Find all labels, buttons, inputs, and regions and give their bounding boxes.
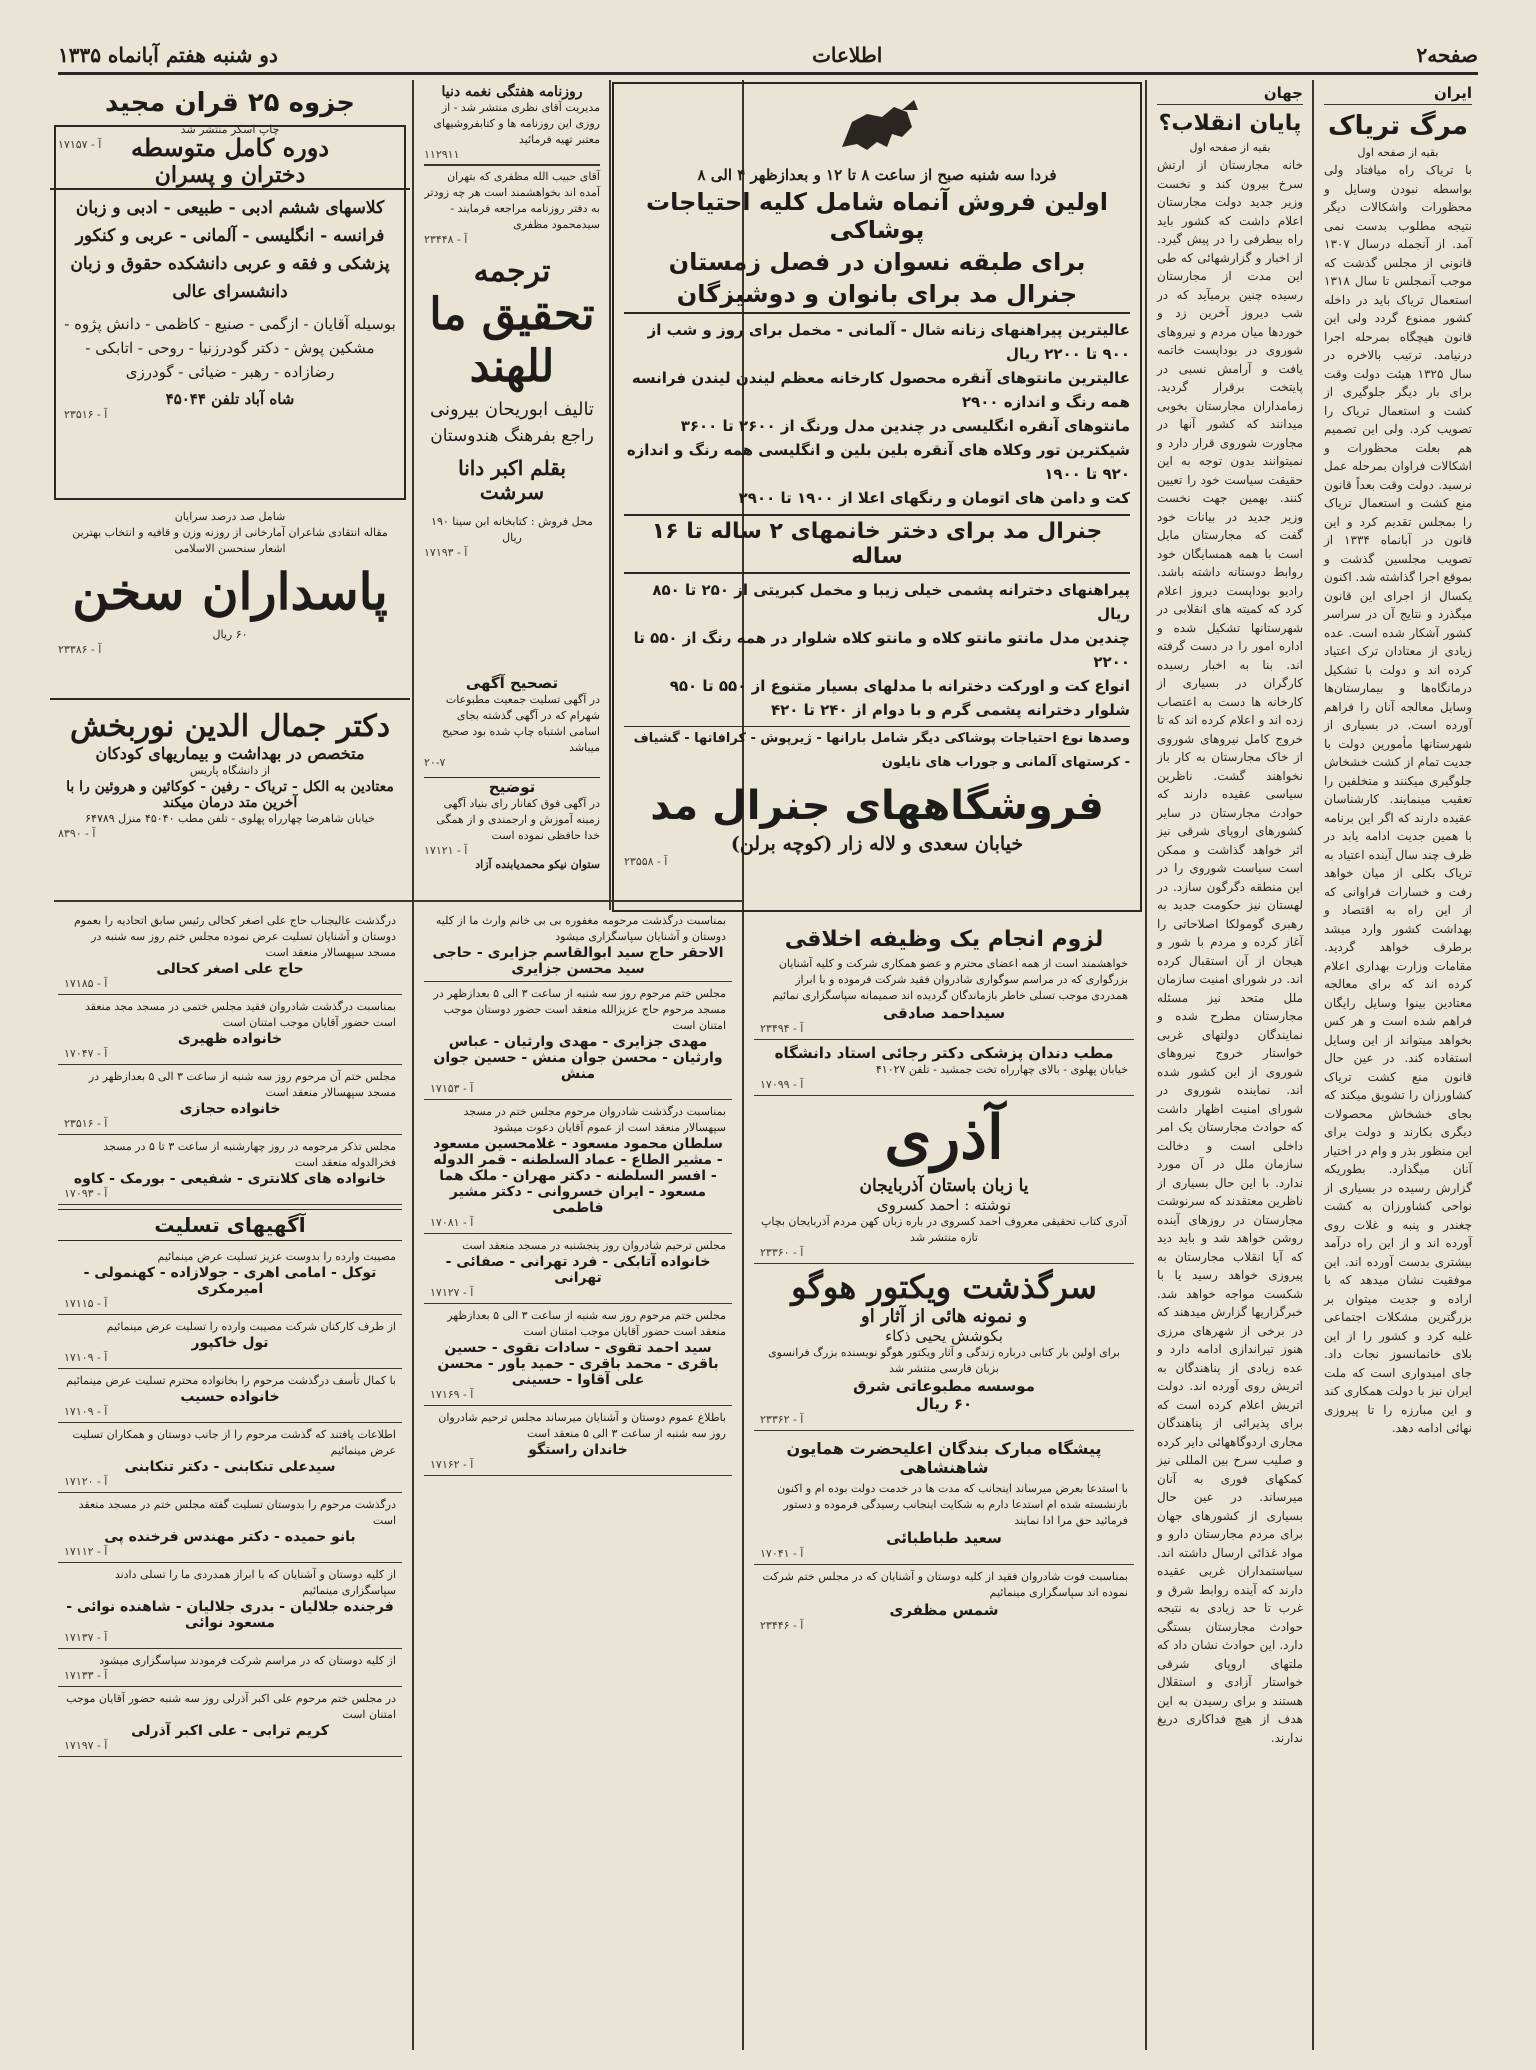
notice-ref: آ - ۱۷۱۳۳	[64, 1669, 108, 1682]
ad-sub: یا زبان باستان آذربایجان	[859, 1176, 1029, 1196]
ad-item: کت و دامن های اتومان و رنگهای اعلا از ۱۹۰۰ تا ۲۹۰۰	[738, 489, 1130, 507]
ad-title: پیشگاه مبارک بندگان اعلیحضرت همایون شاهنشاهی	[786, 1439, 1102, 1477]
notice-ref: آ - ۱۷۱۵۳	[430, 1082, 474, 1095]
ad-weekly	[416, 80, 608, 250]
book-place: محل فروش : کتابخانه ابن سینا ۱۹۰ ریال	[431, 515, 593, 544]
ad-school	[54, 125, 406, 500]
notice-body: از طرف کارکنان شرکت مصیبت وارده را تسلیت عرض مینمائیم	[106, 1320, 396, 1333]
book-translator: بقلم اکبر دانا سرشت	[458, 456, 566, 504]
doctor-school: از دانشگاه پاریس	[189, 764, 271, 777]
ad-body: خواهشمند است از همه اعضای محترم و عضو همکاری شرکت و کلیه آشنایان بزرگواری که در مراسم سوگواری شادروان فقید شرکت فرموده و با ابراز همدردی موجب تسلی خاطر بازماندگان گردیده اند صمیمانه سپاسگزاری نمائیم	[772, 957, 1128, 1002]
ad-royal-petition	[754, 1431, 1134, 1565]
section-label: ایران	[1324, 84, 1472, 105]
store-address: خیابان سعدی و لاله زار (کوچه برلن)	[730, 833, 1024, 855]
byline: بقیه از صفحه اول	[1189, 141, 1271, 154]
ad-title-small: ترجمه	[473, 254, 551, 289]
ad-item: عالیترین پیراهنهای زنانه شال - آلمانی - مخمل برای روز و شب از ۹۰۰ تا ۲۲۰۰ ریال	[647, 321, 1130, 363]
notice-signature: خاندان راستگو	[528, 1442, 628, 1458]
ad-price: ۶۰ ریال	[915, 1395, 973, 1413]
notice-ref: آ - ۲۳۵۱۶	[64, 1117, 108, 1130]
notice-signature: خانواده ظهیری	[177, 1031, 283, 1047]
column-iran	[1316, 80, 1480, 2050]
ad-item: پیراهنهای دخترانه پشمی خیلی زیبا و مخمل کبریتی از ۲۵۰ تا ۸۵۰ ریال	[652, 581, 1130, 623]
notice-ref: آ - ۱۷۱۶۲	[430, 1458, 474, 1471]
condolence-notice	[58, 1563, 402, 1649]
ad-ref: آ - ۸۳۹۰	[58, 827, 96, 840]
ads-column-center	[746, 915, 1142, 2045]
ad-doctor	[50, 705, 410, 895]
ad-publisher: موسسه مطبوعاتی شرق	[853, 1377, 1035, 1395]
condolence-notice	[58, 1315, 402, 1369]
condolence-notice	[424, 909, 732, 982]
store-name: فروشگاههای جنرال مد	[650, 783, 1104, 829]
section-label: جهان	[1157, 84, 1303, 105]
notice-body: مجلس ترحیم شادروان روز پنجشنبه در مسجد منعقد است	[462, 1239, 726, 1252]
notice-ref: آ - ۱۷۱۶۹	[430, 1388, 474, 1401]
condolence-notice	[58, 1065, 402, 1135]
notice-body: باطلاع عموم دوستان و آشنایان میرساند مجلس ترحیم شادروان روز سه شنبه از ساعت ۳ الی ۵ منعقد است	[438, 1411, 726, 1440]
ad-dentist	[754, 1040, 1134, 1096]
notice-signature: مهدی جزایری - مهدی وارثیان - عباس وارثیان - محسن جوان منش - حسین جوان منش	[433, 1034, 723, 1082]
ad-body: برای اولین بار کتابی درباره زندگی و آثار ویکتور هوگو نویسنده بزرگ فرانسوی بزبان فارسی منتشر شد	[768, 1346, 1120, 1375]
notice-signature: توکل - امامی اهری - جولازاده - کهنمولی - امیرمکری	[83, 1265, 377, 1297]
condolence-notice	[58, 1649, 402, 1687]
notice-signature: خانواده های کلانتری - شفیعی - بورمک - کاوه	[73, 1171, 387, 1187]
ad-title: سرگذشت ویکتور هوگو	[791, 1268, 1097, 1306]
notice-body: مجلس ختم آن مرحوم روز سه شنبه از ساعت ۳ الی ۵ بعدازظهر در مسجد سپهسالار منعقد است	[88, 1070, 396, 1099]
notice-signature: خانواده حسیب	[180, 1389, 280, 1405]
notice-signature: الاحقر حاج سید ابوالقاسم جزایری - حاجی سید محسن جزایری	[432, 945, 724, 977]
ad-ref: ۲۰-۷	[424, 756, 446, 769]
notice-signature: تول خاکپور	[191, 1335, 269, 1351]
ad-item: چندین مدل مانتو مانتو کلاه و مانتو کلاه شلوار در همه رنگ از ۵۵۰ تا ۲۲۰۰	[633, 629, 1130, 671]
notice-signature: سیدعلی تنکابنی - دکتر تنکابنی	[124, 1459, 336, 1475]
ad-lead: شامل صد درصد سرایان	[174, 510, 286, 523]
ad-signature: ستوان نیکو محمدیابنده آزاد	[475, 858, 600, 871]
ad-shams	[754, 1565, 1134, 1636]
ad-hugo	[754, 1264, 1134, 1431]
ad-signature: سیداحمد صادقی	[882, 1004, 1006, 1022]
ad-sub: چاپ اسکر منتشر شد	[180, 123, 280, 136]
sale-intro: فردا سه شنبه صبح از ساعت ۸ تا ۱۲ و بعدازظهر ۴ الی ۸	[697, 166, 1057, 184]
notice-body: درگذشت عالیجناب حاج علی اصغر کحالی رئیس سابق اتحادیه را بعموم دوستان و آشنایان تسلیت عرض نموده مجلس ختم روز سه شنبه در مسجد سپهسالار منعقد است	[73, 914, 396, 959]
ad-ref: آ - ۱۷۰۹۹	[760, 1078, 804, 1091]
condolence-notice	[424, 1406, 732, 1476]
notice-ref: آ - ۱۷۱۰۹	[64, 1351, 108, 1364]
headline: مرگ تریاک	[1327, 111, 1469, 141]
article-body: خانه مجارستان از ارتش سرخ بیرون کند و نخست وزیر جدید دولت مجارستان اعلام داشت که کشور باید راه بیطرفی را در پیش گیرد. از اخبار و گزارشهائی که طی این مدت از مجارستان رسیده چنین برمیآید که در شب دیروز آخرین زد و خوردها میان مردم و نیروهای شوروی در بوداپست خاتمه یافت و آرامش نسبی در پایتخت برقرار گردید. زمامداران مجارستان بخوبی میدانند که کشور آنها در مجاورت شوروی قرار دارد و نمیتوانند بدون توجه به این حقیقت سیاست خود را تعیین کنند. بهمین جهت نخست وزیر جدید در بیانات خود گفت که مجارستان مایل است با همه همسایگان خود روابط دوستانه داشته باشد. رادیو بوداپست دیروز اعلام کرد که کمیته های انقلابی در شهرستانها تشکیل شده و اداره امور را در دست گرفته اند. بنا به اخبار رسیده کارگران در بسیاری از کارخانه ها دست به اعتصاب زده اند و اعلام کرده اند که تا خروج کامل نیروهای شوروی از خاک مجارستان به کار باز نخواهند گشت. ناظرین سیاسی عقیده دارند که حوادث مجارستان در سایر کشورهای اروپای شرقی نیز اثر خواهد گذاشت و ممکن است سیاست شوروی را در این منطقه دگرگون سازد. در لهستان نیز حکومت جدید به رهبری گومولکا اصلاحاتی را آغاز کرده و مردم با شور و هیجان از آن استقبال کرده اند. در شورای امنیت سازمان ملل متحد نیز مسئله مجارستان مطرح شده و نمایندگان دولتهای غربی خواستار خروج نیروهای شوروی از این کشور شده اند. نماینده شوروی در شورای امنیت اظهار داشت که حوادث مجارستان یک امر داخلی است و دخالت سازمان ملل در آن مورد ندارد. با این حال بسیاری از ناظرین معتقدند که سرنوشت مجارستان در روزهای آینده روشن خواهد شد و باید دید که آیا انقلاب مجارستان به پیروزی خواهد رسید یا با شکست مواجه خواهد شد. خبرگزاریها گزارش میدهند که در برخی از شهرهای مرزی هنوز تیراندازی ادامه دارد و عده زیادی از پناهندگان به اتریش روی آورده اند. دولت اتریش اعلام کرده است که برای پذیرائی از پناهندگان مجاری اردوگاههائی دایر کرده و صلیب سرخ بین المللی نیز کمکهای فوری به آنان میرساند. در عین حال بسیاری از کشورهای جهان برای مردم مجارستان دارو و مواد غذائی ارسال داشته اند. سیاستمداران غربی عقیده دارند که آینده روابط شرق و غرب تا حد زیادی به نتیجه حوادث مجارستان بستگی دارد. این حوادث نشان داد که ملتهای اروپای شرقی خواستار آزادی و استقلال هستند و برای رسیدن به این هدف از هیچ فداکاری دریغ ندارند.	[1157, 158, 1303, 1745]
notice-body: مجلس تذکر مرحومه در روز چهارشنبه از ساعت ۳ تا ۵ در مسجد فخرالدوله منعقد است	[103, 1140, 396, 1169]
ad-body: در آگهی فوق کفانار رای بنیاد آگهی زمینه آموزش و ارجمندی و از همگی خدا حافظی نموده است	[436, 797, 600, 842]
notice-body: مصیبت وارده را بدوست عزیز تسلیت عرض مینمائیم	[157, 1250, 396, 1263]
lion-logo-icon	[624, 92, 1130, 166]
ad-ref: ۱۱۲۹۱۱	[424, 148, 460, 161]
ad-title: جزوه ۲۵ قران مجید	[104, 88, 356, 118]
notice-ref: آ - ۱۷۰۴۷	[64, 1047, 108, 1060]
ad-item: عالیترین مانتوهای آنقره محصول کارخانه معظم لیندن لیندن فرانسه همه رنگ و اندازه ۲۹۰۰	[631, 369, 1130, 411]
ad-ref: آ - ۱۷۰۴۱	[760, 1547, 804, 1560]
condolence-notice	[424, 982, 732, 1100]
condolence-notice	[58, 1423, 402, 1493]
notice-signature: بانو حمیده - دکتر مهندس فرخنده پی	[104, 1529, 356, 1545]
school-sub: دختران و پسران	[154, 162, 306, 188]
ad-title: مطب دندان پزشکی دکتر رجائی استاد دانشگاه	[774, 1044, 1114, 1062]
school-title: دوره کامل متوسطه	[130, 133, 330, 162]
notice-signature: خانواده آتابکی - فرد تهرانی - صفائی - تهرانی	[445, 1254, 711, 1286]
notice-body: بمناسبت درگذشت شادروان مرحوم مجلس ختم در مسجد سپهسالار منعقد است از عموم آقایان دعوت میشود	[463, 1105, 726, 1134]
notice-ref: آ - ۱۷۱۰۹	[64, 1405, 108, 1418]
ad-ref: آ - ۱۷۱۲۱	[424, 844, 468, 857]
ad-body: آذری کتاب تحقیقی معروف احمد کسروی در باره زبان کهن مردم آذربایجان بچاپ تازه منتشر شد	[761, 1215, 1127, 1244]
ad-price: ۶۰ ریال	[212, 628, 248, 641]
book-author: تالیف ابوریحان بیرونی	[430, 399, 594, 420]
classified-body: آقای حبیب الله مظفری که بتهران آمده اند بخواهشمند است هر چه زودتر به دفتر روزنامه مراجعه فرمایند - سیدمحمود مظفری	[424, 170, 600, 231]
ad-headline: جنرال مد برای دختر خانمهای ۲ ساله تا ۱۶ ساله	[624, 514, 1130, 574]
ad-azari	[754, 1096, 1134, 1264]
condolence-notice	[424, 1304, 732, 1406]
ad-title: آذری	[884, 1103, 1004, 1173]
condolence-notice	[58, 1493, 402, 1563]
ad-ref: آ - ۲۳۳۶۲	[760, 1413, 804, 1426]
condolence-notice	[58, 995, 402, 1065]
ad-body: در آگهی تسلیت جمعیت مطبوعات شهرام که در آگهی گذشته بجای اسامی اشتباه چاپ شده بود صحیح میباشد	[442, 693, 600, 754]
condolences-column-mid	[416, 905, 740, 2045]
school-address: شاه آباد تلفن ۴۵۰۴۴	[165, 390, 295, 408]
ad-title: روزنامه هفتگی نغمه دنیا	[441, 84, 583, 100]
notice-signature: حاج علی اصغر کحالی	[156, 961, 304, 977]
notice-ref: آ - ۱۷۱۲۷	[430, 1286, 474, 1299]
ad-title: لزوم انجام یک وظیفه اخلاقی	[784, 927, 1104, 952]
ad-footer-line: وصدها نوع احتیاجات پوشاکی دیگر شامل بارانها - ژیرپوش - کرافاتها - گشیاف - کرستهای آلمانی و جوراب های نایلون	[624, 726, 1130, 775]
condolence-notice	[58, 1135, 402, 1205]
notice-body: مجلس ختم مرحوم روز سه شنبه از ساعت ۳ الی ۵ بعدازظهر در مسجد مرحوم حاج عزیزالله منعقد است حضور دوستان موجب امتنان است	[433, 987, 726, 1032]
notice-body: مجلس ختم مرحوم روز سه شنبه از ساعت ۳ الی ۵ بعدازظهر منعقد است حضور آقایان موجب امتنان است	[447, 1309, 726, 1338]
notice-ref: آ - ۱۷۱۱۲	[64, 1545, 108, 1558]
notice-ref: آ - ۱۷۱۸۵	[64, 977, 108, 990]
ad-correction-notice	[416, 670, 608, 915]
ad-general-mod	[612, 82, 1142, 912]
ad-ref: آ - ۲۳۵۵۸	[624, 855, 668, 868]
notice-body: اطلاعات یافتند که گذشت مرحوم را از جانب دوستان و همکاران تسلیت عرض مینمائیم	[72, 1428, 396, 1457]
ad-item: شلوار دخترانه پشمی گرم و با دوام از ۲۴۰ تا ۴۲۰	[770, 701, 1130, 719]
issue-date: دو شنبه هفتم آبانماه ۱۳۳۵	[58, 43, 278, 67]
notice-body: در مجلس ختم مرحوم علی اکبر آذرلی روز سه شنبه حضور آقایان موجب امتنان است	[66, 1692, 396, 1721]
notice-body: از کلیه دوستان که در مراسم شرکت فرمودند سپاسگزاری میشود	[99, 1654, 396, 1667]
ad-ref: آ - ۲۳۳۶۰	[760, 1246, 804, 1259]
column-rule	[412, 80, 414, 2050]
column-rule	[1145, 80, 1147, 2050]
ad-duty	[754, 919, 1134, 1040]
masthead	[58, 38, 1478, 75]
condolences-column-left	[50, 905, 410, 2045]
ad-ref: آ - ۲۳۵۱۶	[64, 408, 108, 421]
ad-ref: آ - ۲۳۴۴۸	[424, 233, 468, 246]
ad-body: مقاله انتقادی شاعران آمارخانی از روزنه وزن و قافیه و انتخاب بهترین اشعار سنحسن الاسلامی	[72, 526, 388, 555]
school-body: کلاسهای ششم ادبی - طبیعی - ادبی و زبان فرانسه - انگلیسی - آلمانی - عربی و کنکور پزشکی و فقه و عربی دانشکده حقوق و زبان دانشسرای عالی	[70, 198, 390, 302]
byline: بقیه از صفحه اول	[1357, 146, 1439, 159]
article-body: با تریاک راه میافتاد ولی بواسطه نبودن وسایل و محظورات واشکالات دیگر نتیجه مطلوب بدست نمی آمد. از آنجمله درسال ۱۳۰۷ قانونی از مجلس گذشت که موجب آنمجلس تا سال ۱۳۱۸ استعمال تریاک باید در داخله کشور ممنوع گردد ولی این قانون هیچگاه بمرحله اجرا درنیامد. ترتیب بالاخره در سال ۱۳۲۵ هیئت دولت وقت برای بار دیگر جلوگیری از کشت و استعمال تریاک را تصویب کرد. ولی این تصمیم هم بعلت محظورات و اشکالات فراوان بمرحله عمل نرسید. دولت وقت بعداً قانون منع کشت و استعمال تریاک را بمجلس تقدیم کرد و این قانون در آبانماه ۱۳۳۴ از تصویب مجلسین گذشت و بموقع اجرا گذاشته شد. اکنون یکسال از اجرای این قانون میگذرد و نتایج آن در سراسر کشور آشکار شده است. عده زیادی از معتادان ترک اعتیاد کرده اند و دولت با تشکیل درمانگاه‌ها و بیمارستان‌ها وسایل معالجه آنان را فراهم آورده است. در بسیاری از شهرستانها مأمورین دولت با جدیت تمام از کشت خشخاش جلوگیری میکنند و متخلفین را تعقیب مینمایند. کارشناسان عقیده دارند که اگر این برنامه با همین جدیت ادامه یابد در ظرف چند سال آینده اعتیاد به تریاک بکلی از میان خواهد رفت و خسارات فراوانی که از این راه به اقتصاد و بهداشت کشور وارد میشد برطرف خواهد گردید. مقامات وزارت بهداری اعلام کرده اند که برای معالجه معتادین بینوا وسایل رایگان فراهم شده است و هر کس بخواهد میتواند از این وسایل استفاده کند. در عین حال قانون منع کشت تریاک کشاورزان را تشویق میکند که بجای خشخاش محصولات دیگری بکارند و دولت برای این منظور بذر و وام در اختیار آنان میگذارد. بطوریکه گزارش رسیده در بسیاری از نواحی کشاورزان به کشت چغندر و پنبه و غلات روی آورده اند و از این راه درآمد بیشتری بدست آورده اند. این موفقیت نشان میدهد که با اراده و جدیت میتوان بر بزرگترین مشکلات اجتماعی غلبه کرد و کشور را از این بلای خانمانسوز نجات داد. جای امیدواری است که ملت ایران نیز با دولت همکاری کند و این مبارزه را تا پیروزی نهائی ادامه دهد.	[1324, 163, 1472, 1435]
ad-book	[416, 250, 608, 670]
column-rule	[609, 80, 611, 910]
ad-title: تصحیح آگهی	[465, 674, 559, 692]
condolence-notice	[58, 1687, 402, 1757]
ad-author: نوشته : احمد کسروی	[876, 1196, 1012, 1214]
notice-signature: سید احمد تقوی - سادات نقوی - حسین باقری - محمد باقری - حمید یاور - محسن علی آقاوا - حسینی	[437, 1340, 719, 1388]
ad-headline: جنرال مد برای بانوان و دوشیزگان	[624, 280, 1130, 314]
notice-ref: آ - ۱۷۱۱۵	[64, 1297, 108, 1310]
headline: پایان انقلاب؟	[1158, 111, 1302, 136]
school-teachers: بوسیله آقایان - ازگمی - صنیع - کاظمی - دانش پژوه - مشکین پوش - دکتر گودرزنیا - روحی - اتابکی - رضازاده - رهبر - ضیائی - گودرزی	[64, 315, 396, 381]
notice-ref: آ - ۱۷۱۳۷	[64, 1631, 108, 1644]
ad-pasdaran	[50, 505, 410, 700]
notice-signature: خانواده حجازی	[179, 1101, 281, 1117]
column-rule	[1312, 80, 1314, 2050]
notice-ref: آ - ۱۷۱۲۰	[64, 1475, 108, 1488]
notice-ref: آ - ۱۷۱۹۷	[64, 1739, 108, 1752]
notice-body: بمناسبت درگذشت شادروان فقید مجلس ختمی در مسجد مجد منعقد است حضور آقایان موجب امتنان است	[85, 1000, 396, 1029]
notice-body: با کمال تأسف درگذشت مرحوم را بخانواده محترم تسلیت عرض مینمائیم	[66, 1374, 396, 1387]
doctor-name: دکتر جمال الدین نوربخش	[69, 709, 391, 744]
notice-body: درگذشت مرحوم را بدوستان تسلیت گفته مجلس ختم در مسجد منعقد است	[78, 1498, 396, 1527]
ad-headline: برای طبقه نسوان در فصل زمستان	[668, 248, 1086, 276]
ad-headline: اولین فروش آنماه شامل کلیه احتیاجات پوشاکی	[645, 188, 1109, 244]
condolence-notice	[424, 1100, 732, 1234]
ad-title: پاسداران سخن	[72, 562, 388, 621]
ad-sub: و نمونه هائی از آثار او	[861, 1306, 1027, 1327]
condolence-notice	[58, 1245, 402, 1315]
notice-body: بمناسبت درگذشت مرحومه مغفوره بی بی خانم وارث ما از کلیه دوستان و آشنایان سپاسگزاری میشود	[435, 914, 726, 943]
ad-ref: آ - ۲۳۴۹۴	[760, 1022, 804, 1035]
book-title: تحقیق ما للهند	[429, 289, 595, 392]
notice-signature: کریم ترابی - علی اکبر آذرلی	[131, 1723, 329, 1739]
paper-name: اطلاعات	[812, 43, 883, 67]
doctor-body: معتادین به الکل - تریاک - رفین - کوکائین و هروئین را با آخرین متد درمان میکند	[66, 779, 394, 811]
condolence-notice	[424, 1234, 732, 1304]
ad-translator: بکوشش یحیی ذکاء	[885, 1327, 1003, 1345]
condolence-notice	[58, 1369, 402, 1423]
ad-body: خیابان پهلوی - بالای چهارراه تخت جمشید - تلفن ۴۱۰۲۷	[875, 1063, 1128, 1076]
ad-item: انواع کت و اورکت دخترانه با مدلهای بسیار متنوع از ۵۵۰ تا ۹۵۰	[669, 677, 1130, 695]
ad-ref: آ - ۱۷۱۵۷	[58, 138, 102, 151]
ad-item: شیکترین تور وکلاه های آنقره بلین بلین و انگلیسی همه رنگ و اندازه ۹۲۰ تا ۱۹۰۰	[626, 441, 1130, 483]
ad-ref: آ - ۲۳۴۴۶	[760, 1619, 804, 1632]
ad-title: توضیح	[424, 777, 600, 796]
ad-ref: آ - ۱۷۱۹۳	[424, 546, 468, 559]
ad-body: بمناسبت فوت شادروان فقید از کلیه دوستان و آشنایان که در مجلس ختم شرکت نموده اند سپاسگزاری مینمائیم	[762, 1570, 1128, 1599]
doctor-address: خیابان شاهرضا چهارراه پهلوی - تلفن مطب ۴۵۰۴۰ منزل ۶۴۷۸۹	[85, 812, 375, 825]
notice-signature: سلطان محمود مسعود - غلامحسین مسعود - مشیر الطاع - عماد السلطنه - قمر الدوله - افسر السلطنه - دکتر مهران - ملک هما مسعود - ایران خسروانی - دکتر مشیر فاطمی	[433, 1136, 723, 1216]
notice-ref: آ - ۱۷۰۸۱	[430, 1216, 474, 1229]
notice-body: از کلیه دوستان و آشنایان که با ابراز همدردی ما را تسلی دادند سپاسگزاری مینمائیم	[114, 1568, 396, 1597]
book-subject: راجع بفرهنگ هندوستان	[430, 426, 594, 446]
condolence-heading: آگهیهای تسلیت	[58, 1209, 402, 1241]
notice-ref: آ - ۱۷۰۹۳	[64, 1187, 108, 1200]
ad-body: با استدعا بعرض میرساند اینجانب که مدت ها در خدمت دولت بوده ام و اکنون بازنشسته شده ام استدعا دارم به شکایت اینجانب رسیدگی فرموده و دستور فرمائید حق مرا ادا نمایند	[777, 1482, 1128, 1527]
column-world	[1149, 80, 1311, 2050]
ad-ref: آ - ۲۳۳۸۶	[58, 643, 102, 656]
condolence-notice	[58, 909, 402, 995]
ad-item: مانتوهای آنقره انگلیسی در چندین مدل ورنگ از ۲۶۰۰ تا ۳۶۰۰	[680, 417, 1130, 435]
ad-body: مدیریت آقای نظری منتشر شد - از روزی این روزنامه ها و کتابفروشیهای معتبر تهیه فرمائید	[433, 101, 600, 146]
ad-signature: سعید طباطبائی	[886, 1529, 1002, 1547]
ad-signature: شمس مظفری	[889, 1601, 999, 1619]
page-number: صفحه۲	[1416, 43, 1478, 67]
doctor-specialty: متخصص در بهداشت و بیماریهای کودکان	[95, 744, 365, 763]
notice-signature: فرجنده جلالیان - بدری جلالیان - شاهنده نوائی - مسعود نوائی	[66, 1599, 394, 1631]
